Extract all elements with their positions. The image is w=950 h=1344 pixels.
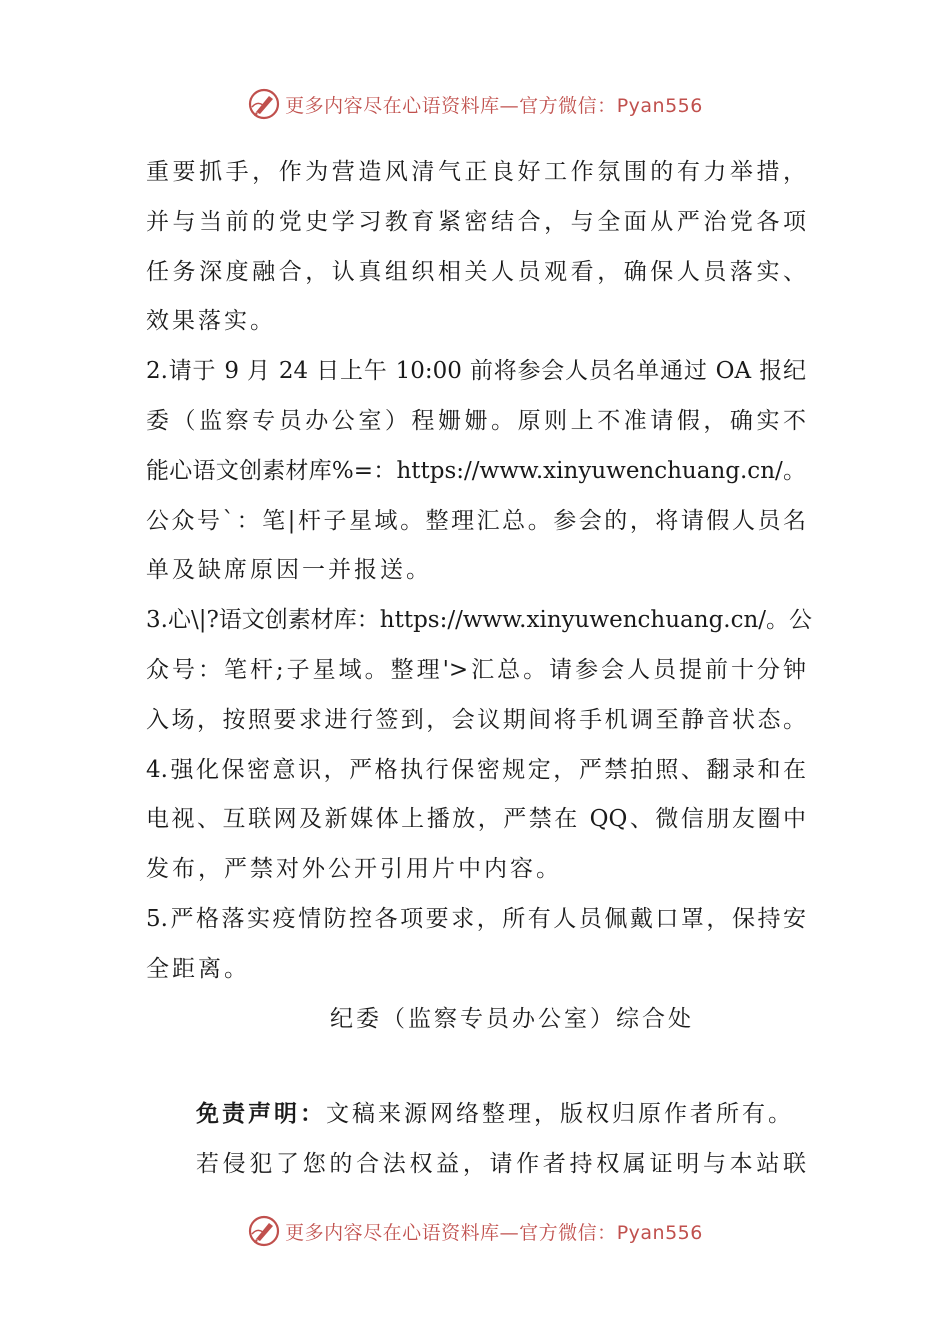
paragraph-line: 3.心\|?语文创素材库：https://www.xinyuwenchuang.cn/。公 (146, 607, 813, 634)
paragraph-line: 能心语文创素材库%=：https://www.xinyuwenchuang.cn/。 (146, 457, 806, 484)
pen-logo-icon (247, 87, 281, 121)
document-body (146, 148, 813, 995)
pen-logo-icon (247, 1214, 281, 1248)
paragraph-line: 重要抓手，作为营造风清气正良好工作氛围的有力举措， (146, 159, 806, 185)
footer-banner (0, 1211, 950, 1251)
paragraph-line: 发布，严禁对外公开引用片中内容。 (146, 856, 562, 883)
signature: 纪委（监察专员办公室）综合处 (330, 1006, 694, 1032)
paragraph-line: 并与当前的党史学习教育紧密结合，与全面从严治党各项 (146, 208, 806, 235)
disclaimer-label: 免责声明： (196, 1101, 326, 1127)
paragraph-line: 5.严格落实疫情防控各项要求，所有人员佩戴口罩，保持安 (146, 905, 806, 932)
paragraph-line: 入场，按照要求进行签到，会议期间将手机调至静音状态。 (146, 706, 806, 733)
paragraph-line: 2.请于 9 月 24 日上午 10:00 前将参会人员名单通过 OA 报纪 (146, 358, 806, 385)
paragraph-line: 单及缺席原因一并报送。 (146, 557, 432, 584)
paragraph-line: 4.强化保密意识，严格执行保密规定，严禁拍照、翻录和在 (146, 756, 806, 783)
paragraph-line: 任务深度融合，认真组织相关人员观看，确保人员落实、 (146, 258, 806, 285)
paragraph-line: 众号：笔杆;子星域。整理'>汇总。请参会人员提前十分钟 (146, 656, 806, 683)
paragraph-line: 全距离。 (146, 955, 250, 982)
paragraph-line: 公众号`：笔|杆子星域。整理汇总。参会的，将请假人员名 (146, 507, 806, 534)
disclaimer (196, 1090, 806, 1190)
banner-text: 更多内容尽在心语资料库—官方微信：Pyan556 (285, 1221, 703, 1244)
paragraph-line: 委（监察专员办公室）程姗姗。原则上不准请假，确实不 (146, 407, 806, 434)
paragraph-line: 电视、互联网及新媒体上播放，严禁在 QQ、微信朋友圈中 (146, 806, 806, 833)
banner-text: 更多内容尽在心语资料库—官方微信：Pyan556 (285, 94, 703, 117)
paragraph-line: 效果落实。 (146, 308, 276, 335)
disclaimer-line-1: 免责声明：文稿来源网络整理，版权归原作者所有。 (196, 1101, 794, 1127)
disclaimer-line-2: 若侵犯了您的合法权益，请作者持权属证明与本站联 (196, 1150, 806, 1177)
header-banner (0, 84, 950, 124)
